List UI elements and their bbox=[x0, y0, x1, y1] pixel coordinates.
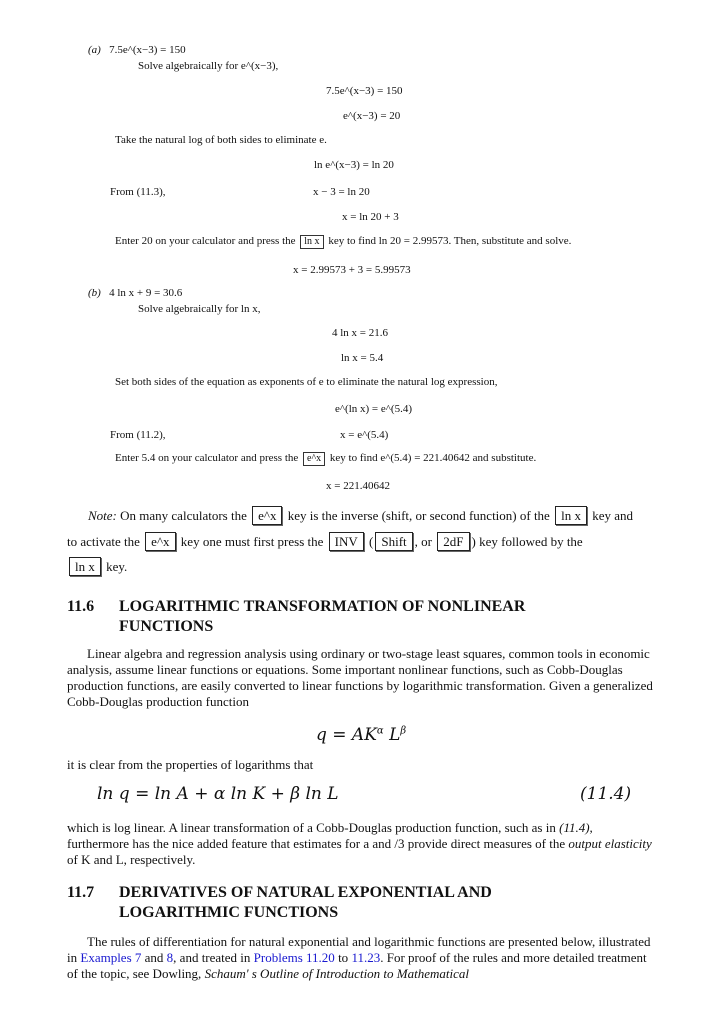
part-b-calc-line: Enter 5.4 on your calculator and press the e^x key to find e^(5.4) = 221.40642 and substitute. bbox=[115, 452, 537, 464]
note-ln-key: ln x bbox=[555, 506, 587, 525]
part-a-problem: (a) 7.5e^(x−3) = 150 bbox=[88, 44, 186, 56]
cobb-douglas-equation: $q = AK^\alpha$ $L^\beta$ bbox=[316, 725, 407, 745]
part-b-from-ref: From (11.2), bbox=[110, 429, 166, 441]
part-b-problem: (b) 4 ln x + 9 = 30.6 bbox=[88, 287, 183, 299]
part-b-set-both: Set both sides of the equation as exponents of e to eliminate the natural log expression, bbox=[115, 376, 498, 388]
equation-number: (11.4) bbox=[580, 784, 632, 804]
note-line-3: ln x key. bbox=[67, 557, 127, 576]
note-ex-key: e^x bbox=[252, 506, 282, 525]
section-11-7-heading: 11.7 DERIVATIVES OF NATURAL EXPONENTIAL AND LOGARITHMIC FUNCTIONS bbox=[67, 884, 492, 921]
part-a-result: x = 2.99573 + 3 = 5.99573 bbox=[293, 264, 411, 276]
part-b-step3: e^(ln x) = e^(5.4) bbox=[335, 403, 412, 415]
part-a-calc-line: Enter 20 on your calculator and press the ln x key to find ln 20 = 2.99573. Then, substitute and solve. bbox=[115, 235, 572, 247]
part-b-step2: ln x = 5.4 bbox=[341, 352, 384, 364]
part-b-step4: x = e^(5.4) bbox=[340, 429, 389, 441]
part-b-result: x = 221.40642 bbox=[326, 480, 390, 492]
log-linear-paragraph: which is log linear. A linear transformation of a Cobb-Douglas production function, such as in (11.4), furthermore has the nice added feature that estimates for a and /3 provide direct measures of the output elasticity of K and L, respectively. bbox=[67, 820, 652, 867]
note-line-2: to activate the e^x key one must first press the INV ( Shift , or 2dF ) key followed by the bbox=[67, 534, 583, 549]
clear-line: it is clear from the properties of logarithms that bbox=[67, 757, 314, 772]
note-shift-key: Shift bbox=[375, 532, 412, 551]
log-linear-equation: ln q = ln A + α ln K + β ln L bbox=[97, 784, 339, 804]
section-11-6-heading: 11.6 LOGARITHMIC TRANSFORMATION OF NONLINEAR FUNCTIONS bbox=[67, 598, 526, 635]
part-a-instruction: Solve algebraically for e^(x−3), bbox=[138, 60, 279, 72]
part-a-step5: x = ln 20 + 3 bbox=[342, 211, 399, 223]
link-examples-7[interactable]: Examples 7 bbox=[80, 950, 142, 965]
part-a-take-log: Take the natural log of both sides to eliminate e. bbox=[115, 134, 327, 146]
note-line-1: Note: On many calculators the e^x key is the inverse (shift, or second function) of the ln x key and bbox=[88, 508, 634, 523]
note-inv-key: INV bbox=[329, 532, 364, 551]
note-ln-key-2: ln x bbox=[69, 557, 101, 576]
part-b-instruction: Solve algebraically for ln x, bbox=[138, 303, 261, 315]
note-2df-key: 2dF bbox=[437, 532, 469, 551]
link-example-8[interactable]: 8 bbox=[166, 950, 174, 965]
part-b-step1: 4 ln x = 21.6 bbox=[332, 327, 389, 339]
part-a-step1: 7.5e^(x−3) = 150 bbox=[326, 85, 403, 97]
e-x-key: e^x bbox=[303, 452, 325, 466]
section-11-6-paragraph: Linear algebra and regression analysis using ordinary or two-stage least squares, common tools in economic analysis, assume linear functions or equations. Some important nonlinear functions, such as Cobb-Douglas production functions, are easily converted to linear functions by logarithmic transformation. Given a generalized Cobb-Douglas production function bbox=[67, 646, 653, 709]
ln-x-key: ln x bbox=[300, 235, 323, 249]
part-a-step4: x − 3 = ln 20 bbox=[313, 186, 370, 198]
section-11-7-paragraph: The rules of differentiation for natural exponential and logarithmic functions are presented below, illustrated in Examples 7 and 8, and treated in Problems 11.20 to 11.23. For proof of the rules and more detailed treatment of the topic, see Dowling, Schaum' s Outline of Introduction to Mathematical bbox=[67, 934, 651, 981]
link-problems-11-20[interactable]: Problems 11.20 bbox=[253, 950, 335, 965]
part-a-step3: ln e^(x−3) = ln 20 bbox=[314, 159, 394, 171]
note-ex-key-2: e^x bbox=[145, 532, 175, 551]
part-a-step2: e^(x−3) = 20 bbox=[343, 110, 401, 122]
part-a-from-ref: From (11.3), bbox=[110, 186, 166, 198]
link-problem-11-23[interactable]: 11.23 bbox=[351, 950, 381, 965]
